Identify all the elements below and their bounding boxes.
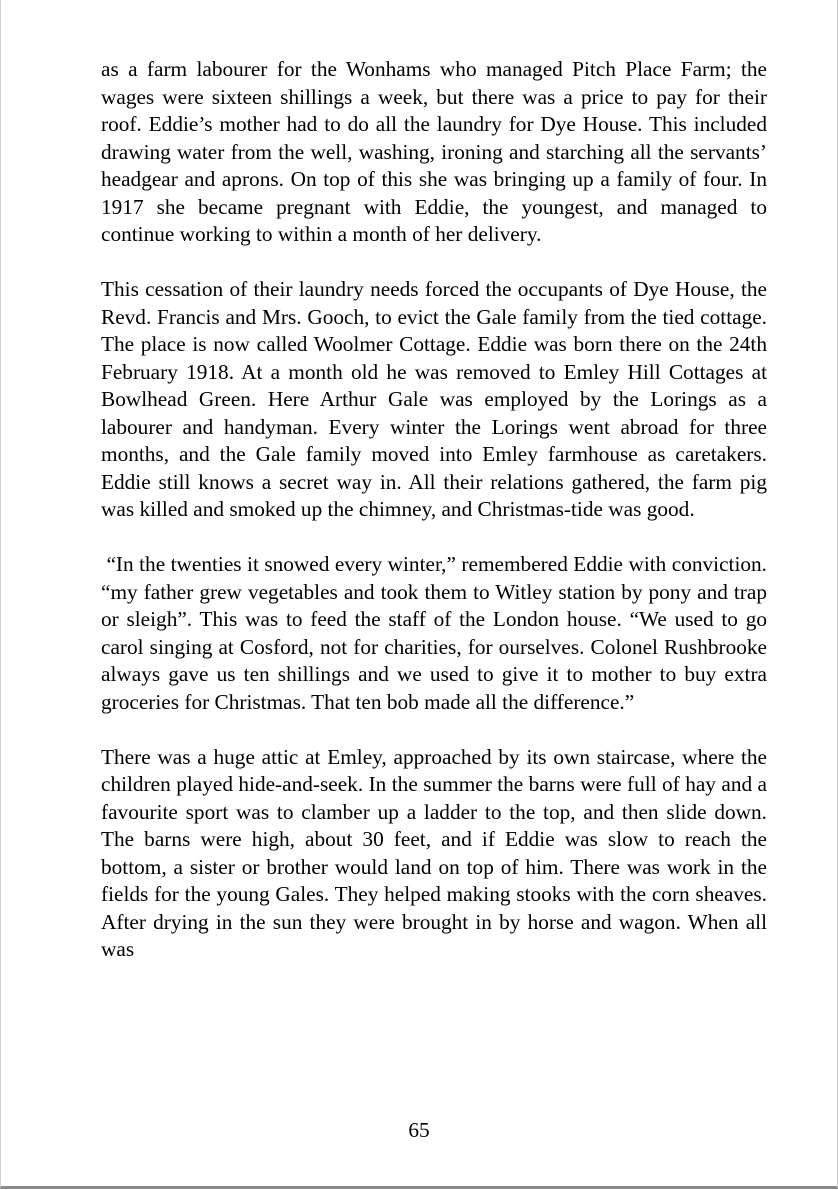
body-text <box>101 56 773 991</box>
paragraph-laundry: as a farm labourer for the Wonhams who managed Pitch Place Farm; the wages were sixteen shillings a week, but there was a price to pay for their roof. Eddie’s mother had to do all the laundry for Dye House. This included drawing water from the well, washing, ironing and starching all the servants’ headgear and aprons. On top of this she was bringing up a family of four. In 1917 she became pregnant with Eddie, the youngest, and managed to continue working to within a month of her delivery. <box>101 57 767 246</box>
paragraph-attic-and-barns: There was a huge attic at Emley, approached by its own staircase, where the children played hide-and-seek. In the summer the barns were full of hay and a favourite sport was to clamber up a ladder to the top, and then slide down. The barns were high, about 30 feet, and if Eddie was slow to reach the bottom, a sister or brother would land on top of him. There was work in the fields for the young Gales. They helped making stooks with the corn sheaves. After drying in the sun they were brought in by horse and wagon. When all was <box>101 744 767 961</box>
page-number: 65 <box>408 1118 430 1142</box>
paragraph-winter-memories: “In the twenties it snowed every winter,” remembered Eddie with conviction. “my father grew vegetables and took them to Witley station by pony and trap or sleigh”. This was to feed the staff of the London house. “We used to go carol singing at Cosford, not for charities, for ourselves. Colonel Rushbrooke always gave us ten shillings and we used to give it to mother to buy extra groceries for Christmas. That ten bob made all the difference.” <box>101 552 773 714</box>
paragraph-eviction: This cessation of their laundry needs forced the occupants of Dye House, the Revd. Francis and Mrs. Gooch, to evict the Gale family from the tied cottage. The place is now called Woolmer Cottage. Eddie was born there on the 24th February 1918. At a month old he was removed to Emley Hill Cottages at Bowlhead Green. Here Arthur Gale was employed by the Lorings as a labourer and handyman. Every winter the Lorings went abroad for three months, and the Gale family moved into Emley farmhouse as caretakers. Eddie still knows a secret way in. All their relations gathered, the farm pig was killed and smoked up the chimney, and Christmas-tide was good. <box>101 277 767 521</box>
